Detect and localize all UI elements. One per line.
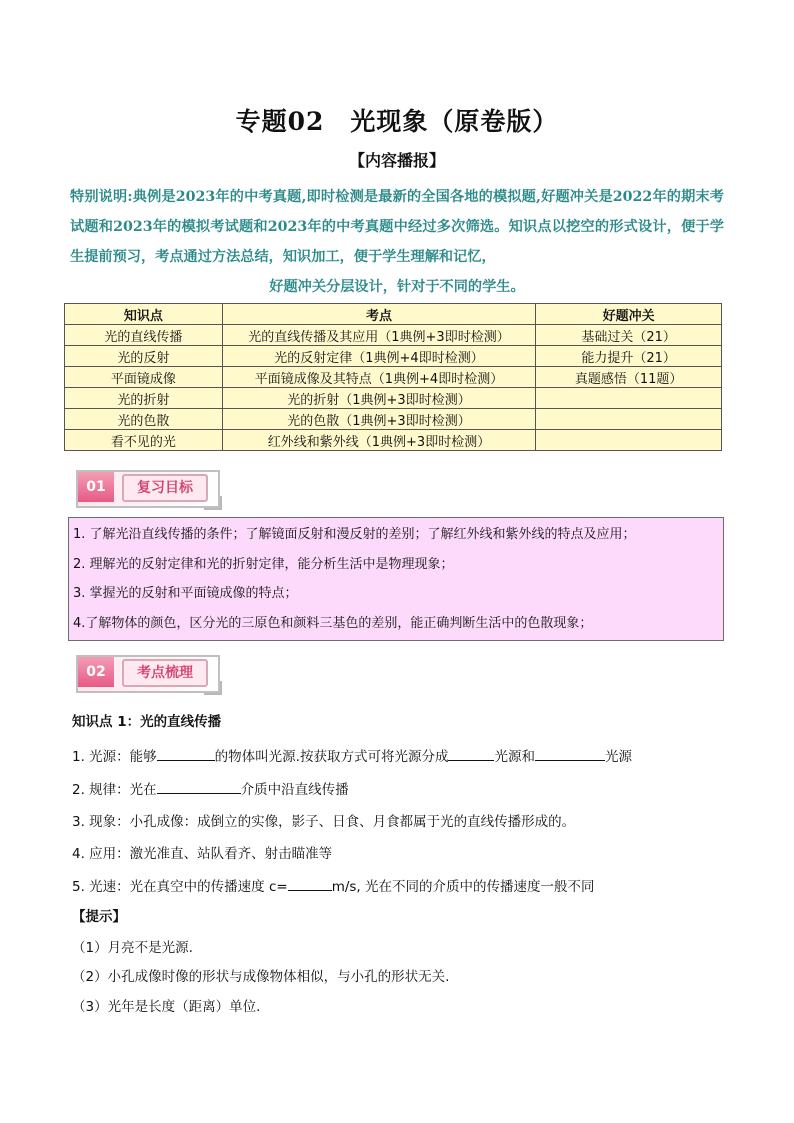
goal-item: 1. 了解光沿直线传播的条件；了解镜面反射和漫反射的差别；了解红外线和紫外线的特点及应用； <box>73 527 636 542</box>
table-cell <box>536 430 722 451</box>
table-row <box>65 367 722 388</box>
intro-text: 特别说明:典例是2023年的中考真题,即时检测是最新的全国各地的模拟题,好题冲关是2022年的期末考试题和2023年的模拟考试题和2023年的中考真题中经过多次筛选。知识点以挖空的形式设计，便于学生提前预习，考点通过方法总结，知识加工，便于学生理解和记忆， <box>70 189 724 265</box>
table-cell: 光的反射 <box>65 346 223 367</box>
review-goals-box <box>68 517 724 641</box>
table-cell: 光的直线传播及其应用（1典例+3即时检测） <box>222 325 535 346</box>
table-cell <box>536 409 722 430</box>
section-label: 考点梳理 <box>122 659 208 687</box>
goal-item: 4.了解物体的颜色，区分光的三原色和颜料三基色的差别，能正确判断生活中的色散现象； <box>73 615 593 631</box>
application-line: 4. 应用：激光准直、站队看齐、射击瞄准等 <box>72 846 333 862</box>
table-header-row <box>65 304 722 325</box>
fill-blank[interactable] <box>535 746 605 761</box>
light-speed-line <box>72 875 595 895</box>
goal-item: 2. 理解光的反射定律和光的折射定律，能分析生活中是物理现象； <box>73 556 454 572</box>
badge-corner-decoration <box>204 496 222 510</box>
table-cell: 光的色散（1典例+3即时检测） <box>222 409 535 430</box>
table-header-cell: 考点 <box>222 304 535 325</box>
table-cell <box>536 388 722 409</box>
overview-table <box>64 303 722 451</box>
text-segment: 5. 光速：光在真空中的传播速度 c= <box>72 879 288 895</box>
tip-item: （2）小孔成像时像的形状与成像物体相似，与小孔的形状无关. <box>72 969 450 985</box>
section-badge-review-goals <box>72 466 222 510</box>
text-segment: 1. 光源：能够 <box>72 749 157 765</box>
badge-corner-decoration <box>204 681 222 695</box>
table-row <box>65 430 722 451</box>
table-row <box>65 409 722 430</box>
table-cell: 红外线和紫外线（1典例+3即时检测） <box>222 430 535 451</box>
table-header-cell: 好题冲关 <box>536 304 722 325</box>
phenomenon-line: 3. 现象：小孔成像：成倒立的实像，影子、日食、月食都属于光的直线传播形成的。 <box>72 814 576 830</box>
table-cell: 光的折射（1典例+3即时检测） <box>222 388 535 409</box>
section-badge-key-points <box>72 651 222 695</box>
table-cell: 光的折射 <box>65 388 223 409</box>
goal-item: 3. 掌握光的反射和平面镜成像的特点； <box>73 586 298 601</box>
table-cell: 能力提升（21） <box>536 346 722 367</box>
table-cell: 平面镜成像及其特点（1典例+4即时检测） <box>222 367 535 388</box>
text-segment: 光源和 <box>494 749 535 765</box>
table-cell: 看不见的光 <box>65 430 223 451</box>
table-cell: 光的反射定律（1典例+4即时检测） <box>222 346 535 367</box>
text-segment: m/s, 光在不同的介质中的传播速度一般不同 <box>331 879 595 895</box>
table-cell: 真题感悟（11题） <box>536 367 722 388</box>
fill-blank[interactable] <box>157 746 215 761</box>
light-source-line <box>72 745 632 765</box>
page-title: 专题02 光现象（原卷版） <box>235 107 559 136</box>
table-cell: 光的色散 <box>65 409 223 430</box>
tip-item: （1）月亮不是光源. <box>72 940 193 956</box>
table-row <box>65 388 722 409</box>
section-label: 复习目标 <box>122 474 208 502</box>
text-segment: 2. 规律：光在 <box>72 782 157 798</box>
table-cell: 平面镜成像 <box>65 367 223 388</box>
fill-blank[interactable] <box>288 876 332 891</box>
table-cell: 基础过关（21） <box>536 325 722 346</box>
table-header-cell: 知识点 <box>65 304 223 325</box>
tip-heading: 【提示】 <box>72 909 126 925</box>
text-segment: 介质中沿直线传播 <box>240 782 349 798</box>
section-number: 02 <box>78 657 114 687</box>
content-broadcast-heading: 【内容播报】 <box>348 151 445 170</box>
fill-blank[interactable] <box>157 779 241 794</box>
section-number: 01 <box>78 472 114 502</box>
text-segment: 光源 <box>604 749 632 765</box>
fill-blank[interactable] <box>448 746 494 761</box>
text-segment: 的物体叫光源.按获取方式可将光源分成 <box>214 749 449 765</box>
table-row <box>65 346 722 367</box>
table-row <box>65 325 722 346</box>
tip-item: （3）光年是长度（距离）单位. <box>72 999 261 1015</box>
knowledge-point-heading: 知识点 1：光的直线传播 <box>72 714 222 730</box>
table-cell: 光的直线传播 <box>65 325 223 346</box>
intro-last-line: 好题冲关分层设计，针对于不同的学生。 <box>269 279 525 295</box>
intro-note <box>70 182 724 302</box>
rule-line <box>72 778 349 798</box>
